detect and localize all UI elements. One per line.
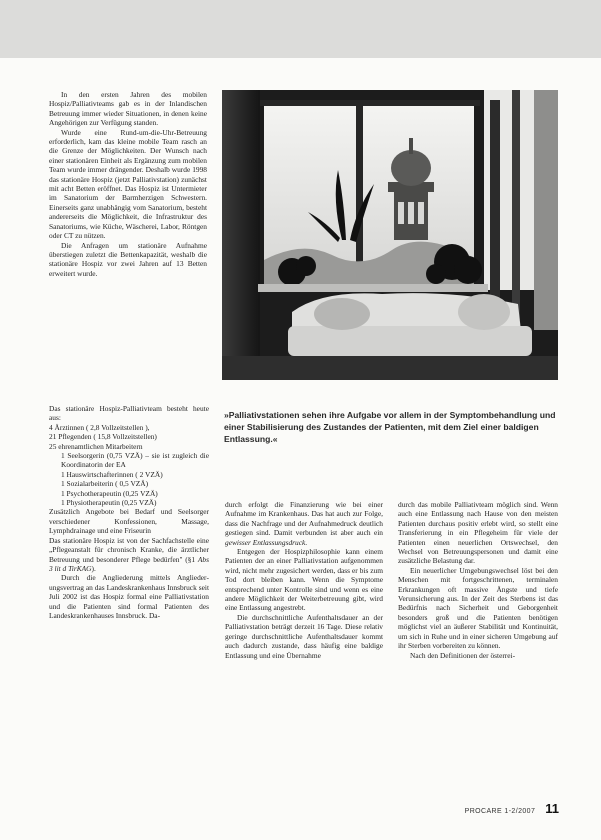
paragraph: Wurde eine Rund-um-die-Uhr-Betreuung erforderlich, kam das kleine mobile Team rasch an die Grenze der Möglichkeiten. Der Wunsch nach einer stationären Einheit als Ergänzung zum mobilen Team wurde immer drängender. Deshalb wurde 1998 das stationäre Hospiz (jetzt Palliativstation) zunächst mit acht Betten eröffnet. Das Hospiz ist Untermieter im Sanatorium der Barmherzigen Schwestern. Einerseits ganz unabhängig vom Sanatorium, besteht andererseits die Möglichkeit, die Infrastruktur des Sanatoriums, wie Küche, Wäscherei, Labor, Röntgen oder CT zu nützen. bbox=[49, 127, 207, 241]
paragraph: Das stationäre Hospiz ist von der Sachfachstelle eine „Pflegeanstalt für chronisch Kranke, die ärztlicher Betreuung und besonderer Pflege bedürfen" (§1 Abs 3 lit d TirKAG). bbox=[49, 535, 209, 573]
magazine-issue: PROCARE 1-2/2007 bbox=[464, 808, 536, 815]
staff-item: 1 Sozialarbeiterin ( 0,5 VZÄ) bbox=[61, 479, 149, 489]
staff-item: 21 Pflegenden ( 15,8 Vollzeitstellen) bbox=[49, 432, 157, 442]
staff-list bbox=[49, 423, 209, 508]
staff-item: 1 Hauswirtschafterinnen ( 2 VZÄ) bbox=[61, 469, 163, 479]
staff-item: 4 Ärztinnen ( 2,8 Vollzeitstellen ), bbox=[49, 422, 150, 432]
paragraph: Die durchschnittliche Aufenthaltsdauer an der Palliativstation beträgt derzeit 16 Tage. Diese relativ geringe durchschnittliche Aufenthaltsdauer kommt auch dadurch zustande, dass häufig eine baldige Entlassung und eine Übernahme bbox=[225, 612, 383, 660]
article-column-3 bbox=[398, 500, 558, 660]
paragraph: Nach den Definitionen der österrei- bbox=[410, 650, 516, 660]
paragraph: In den ersten Jahren des mobilen Hospiz/Palliativteams gab es in der Inlandischen Betreuung immer wieder Situationen, in denen keine Angehörigen zur Verfügung standen. bbox=[49, 90, 207, 128]
paragraph: Die Anfragen um stationäre Aufnahme überstiegen zuletzt die Bettenkapazität, weshalb die stationäre Hospiz vor zwei Jahren auf 13 Betten erweitert wurde. bbox=[49, 240, 207, 278]
article-column-1-lower bbox=[49, 404, 209, 620]
article-column-2 bbox=[225, 500, 383, 660]
staff-item: 1 Psychotherapeutin (0,25 VZÄ) bbox=[61, 488, 158, 498]
page-footer bbox=[465, 801, 559, 816]
article-column-1 bbox=[49, 90, 207, 278]
photo-illustration bbox=[222, 90, 558, 380]
paragraph: Durch die Angliederung mittels Angliederungsvertrag an das Landeskrankenhaus Innsbruck seit Juli 2002 ist das Hospiz formal eine Palliativstation und die Patienten sind formal Patienten des Landeskrankenhauses Innsbruck. Da- bbox=[49, 573, 209, 620]
team-heading: Das stationäre Hospiz-Palliativteam besteht heute aus: bbox=[49, 404, 209, 423]
paragraph: durch das mobile Palliativteam möglich sind. Wenn auch eine Entlassung nach Hause von den meisten Patienten durchaus positiv erlebt wird, so stellt eine Transferierung in ein Pflegeheim für viele der Patienten einen neuerlichen Ortswechsel, den Wechsel von Betreuungspersonen und damit eine zusätzliche Belastung dar. bbox=[398, 500, 558, 566]
paragraph: Zusätzlich Angebote bei Bedarf und Seelsorger verschiedener Konfessionen, Massage, Lymphdrainage und eine Friseurin bbox=[49, 507, 209, 536]
staff-item: 25 ehrenamtlichen Mitarbeitern bbox=[49, 441, 143, 451]
pull-quote: »Palliativstationen sehen ihre Aufgabe vor allem in der Symptombehandlung und einer Stabilisierung des Zustandes der Patienten, mit dem Ziel einer baldigen Entlassung.« bbox=[224, 410, 556, 444]
page-header-band bbox=[0, 0, 601, 58]
staff-item: 1 Seelsorgerin (0,75 VZÄ) – sie ist zugleich die Koordinatorin der EA bbox=[61, 451, 209, 470]
page-number: 11 bbox=[545, 801, 559, 816]
window-photo bbox=[222, 90, 558, 380]
paragraph: durch erfolgt die Finanzierung wie bei einer Aufnahme im Krankenhaus. Das hat auch zur Folge, dass die Nachfrage und der Aufnahmedruck deutlich gestiegen sind. Damit verbunden ist aber auch ein gewisser Entlassungsdruck. bbox=[225, 500, 383, 547]
paragraph: Ein neuerlicher Umgebungswechsel löst bei den Menschen mit fortgeschrittenen, terminalen Erkrankungen oft massive Ängste und tiefe Verunsicherung aus. In der Zeit des Sterbens ist das Bedürfnis nach Sicherheit und Geborgenheit besonders groß und die Patienten benötigen möglichst viel an äußerer Stabilität und Kontinuität, um sich in Ruhe und in einer sicheren Umgebung auf ihr Sterben vorbereiten zu können. bbox=[398, 565, 558, 651]
paragraph: Entgegen der Hospizphilosophie kann einem Patienten der an einer Palliativstation aufgenommen wird, nicht mehr zugesichert werden, dass er bis zum Tod dort bleiben kann. Wenn die Symptome entsprechend unter Kontrolle sind und wenn es eine andere Möglichkeit der Weiterbetreuung gibt, wird eine Entlassung angestrebt. bbox=[225, 547, 383, 613]
staff-item: 1 Physiotherapeutin (0,25 VZÄ) bbox=[61, 498, 157, 508]
